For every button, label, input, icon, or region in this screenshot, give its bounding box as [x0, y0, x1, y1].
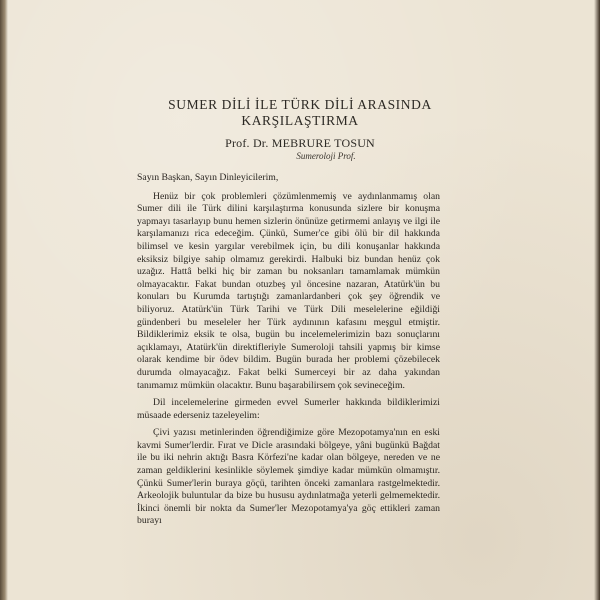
- author-name: Prof. Dr. MEBRURE TOSUN: [225, 136, 375, 150]
- paragraph-2: Dil incelemelerine girmeden evvel Sumerler hakkında bildiklerimizi müsaade ederseniz tazeleyelim:: [137, 397, 440, 421]
- document-title-line-2: KARŞILAŞTIRMA: [241, 113, 359, 128]
- document-title-line-1: SUMER DİLİ İLE TÜRK DİLİ ARASINDA: [168, 97, 432, 112]
- page-left-edge-shadow: [0, 0, 8, 600]
- paragraph-3: Çivi yazısı metinlerinden öğrendiğimize göre Mezopotamya'nın en eski kavmi Sumer'lerdir. Fırat ve Dicle arasındaki bölgeye, yâni bugünkü Bağdat ile bu iki nehrin aktığı Basra Körfezi'ne kadar olan bölgeye, nereden ve ne zaman geldiklerini kesinlikle söylemek şimdiye kadar mümkün olmamıştır. Çünkü Sumer'lerin buraya göçü, tarihten önceki zamanlara rastgelmektedir. Arkeolojik buluntular da bize bu hususu aydınlatmağa yeterli gelmemektedir. İkinci önemli bir nokta da Sumer'ler Mezopotamya'ya göç ettikleri zaman burayı: [137, 427, 440, 527]
- page-right-edge-shadow: [594, 0, 600, 600]
- author-role: Sumeroloji Prof.: [296, 151, 356, 161]
- paragraph-1: Henüz bir çok problemleri çözümlenmemiş ve aydınlanmamış olan Sumer dili ile Türk dilini karşılaştırma konusunda sizlere bir konuşma yapmayı tasarlayıp bunu hemen sizlerin önünüze getirmemi anlayış ve ilgi ile karşılamanızı rica edeceğim. Çünkü, Sumer'ce gibi ölü bir dil hakkında bilimsel ve kesin yargılar verebilmek için, bu dili konuşanlar hakkında eksiksiz bilgiye sahip olmamız gerekirdi. Halbuki biz bundan henüz çok uzağız. Hattâ belki hiç bir zaman bu noksanları tamamlamak mümkün olmayacaktır. Fakat bundan otuzbeş yıl öncesine nazaran, Atatürk'ün bu konuları bu Kurumda tartıştığı zamanlardanberi çok şey öğrendik ve biliyoruz. Atatürk'ün Türk Tarihi ve Türk Dili meselelerine eğildiği gündenberi bu meseleler her Türk aydınının kafasını meşgul etmiştir. Bildiklerimiz eksik te olsa, bugün bu incelemelerimizin bazı sonuçlarını açıklamayı, Atatürk'ün direktifleriyle Sumeroloji tahsili yapmış bir kimse olarak kendime bir ödev bildim. Bugün burada her problemi çözebilecek durumda olmayacağız. Fakat belki Sumerceyi bir az daha yakından tanımamız mümkün olacaktır. Bunu başarabilirsem çok sevineceğim.: [137, 190, 440, 391]
- salutation: Sayın Başkan, Sayın Dinleyicilerim,: [137, 172, 279, 183]
- document-body: [137, 172, 440, 533]
